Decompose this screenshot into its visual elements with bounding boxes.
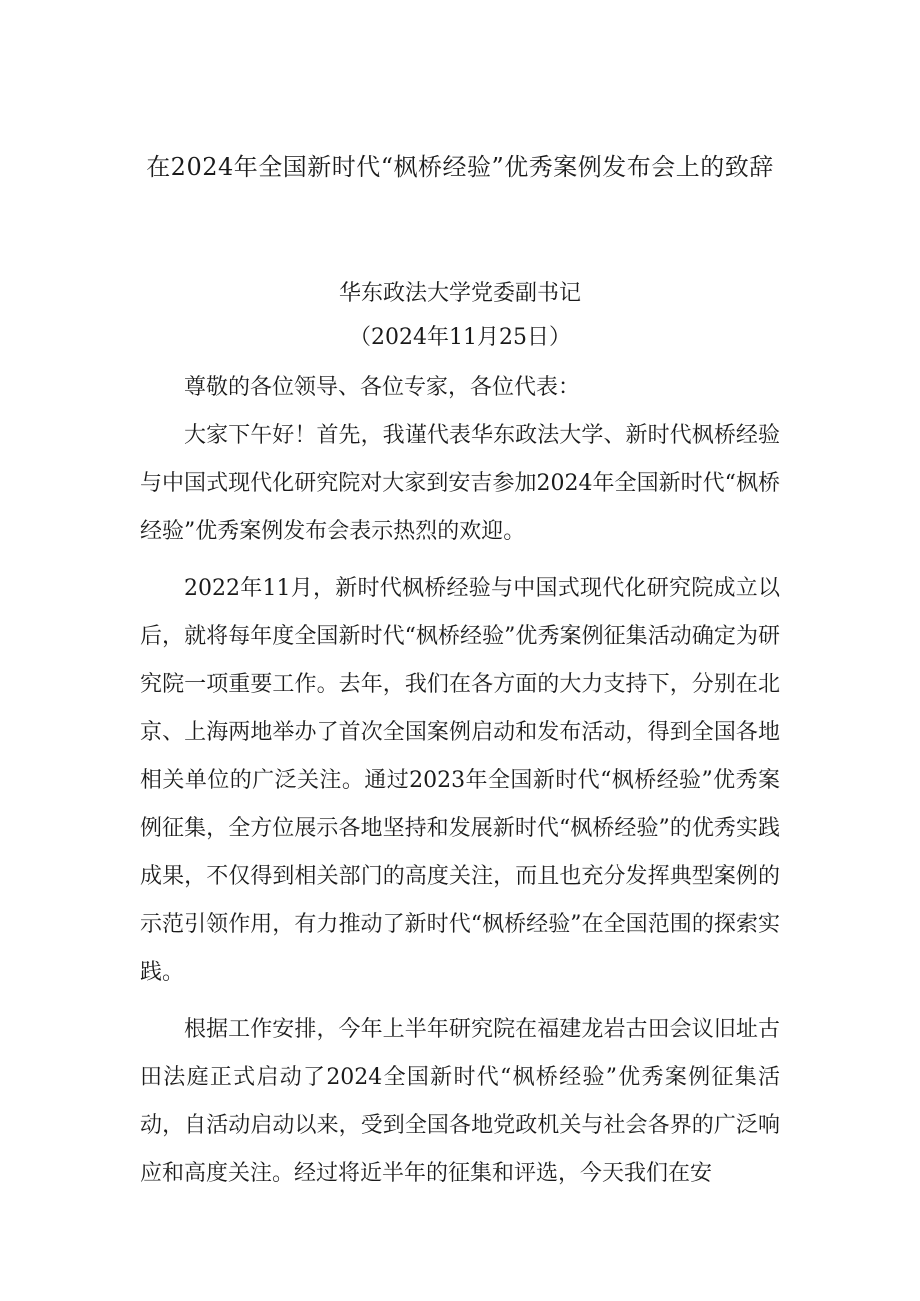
paragraph-2: 2022年11月，新时代枫桥经验与中国式现代化研究院成立以后，就将每年度全国新时代“枫桥经验”优秀案例征集活动确定为研究院一项重要工作。去年，我们在各方面的大力支持下，分别在北京、上海两地举办了首次全国案例启动和发布活动，得到全国各地相关单位的广泛关注。通过2023年全国新时代“枫桥经验”优秀案例征集，全方位展示各地坚持和发展新时代“枫桥经验”的优秀实践成果，不仅得到相关部门的高度关注，而且也充分发挥典型案例的示范引领作用，有力推动了新时代“枫桥经验”在全国范围的探索实践。 xyxy=(140,576,780,985)
paragraph-3: 根据工作安排，今年上半年研究院在福建龙岩古田会议旧址古田法庭正式启动了2024全国新时代“枫桥经验”优秀案例征集活动，自活动启动以来，受到全国各地党政机关与社会各界的广泛响应和高度关注。经过将近半年的征集和评选，今天我们在安 xyxy=(140,1017,780,1186)
salutation: 尊敬的各位领导、各位专家，各位代表： xyxy=(184,375,581,400)
document-title: 在2024年全国新时代“枫桥经验”优秀案例发布会上的致辞 xyxy=(146,153,774,181)
document-body xyxy=(140,364,780,1198)
date-line: （2024年11月25日） xyxy=(349,325,571,350)
paragraph-1: 大家下午好！首先，我谨代表华东政法大学、新时代枫桥经验与中国式现代化研究院对大家到安吉参加2024年全国新时代“枫桥经验”优秀案例发布会表示热烈的欢迎。 xyxy=(140,423,780,544)
author-line: 华东政法大学党委副书记 xyxy=(338,281,581,306)
